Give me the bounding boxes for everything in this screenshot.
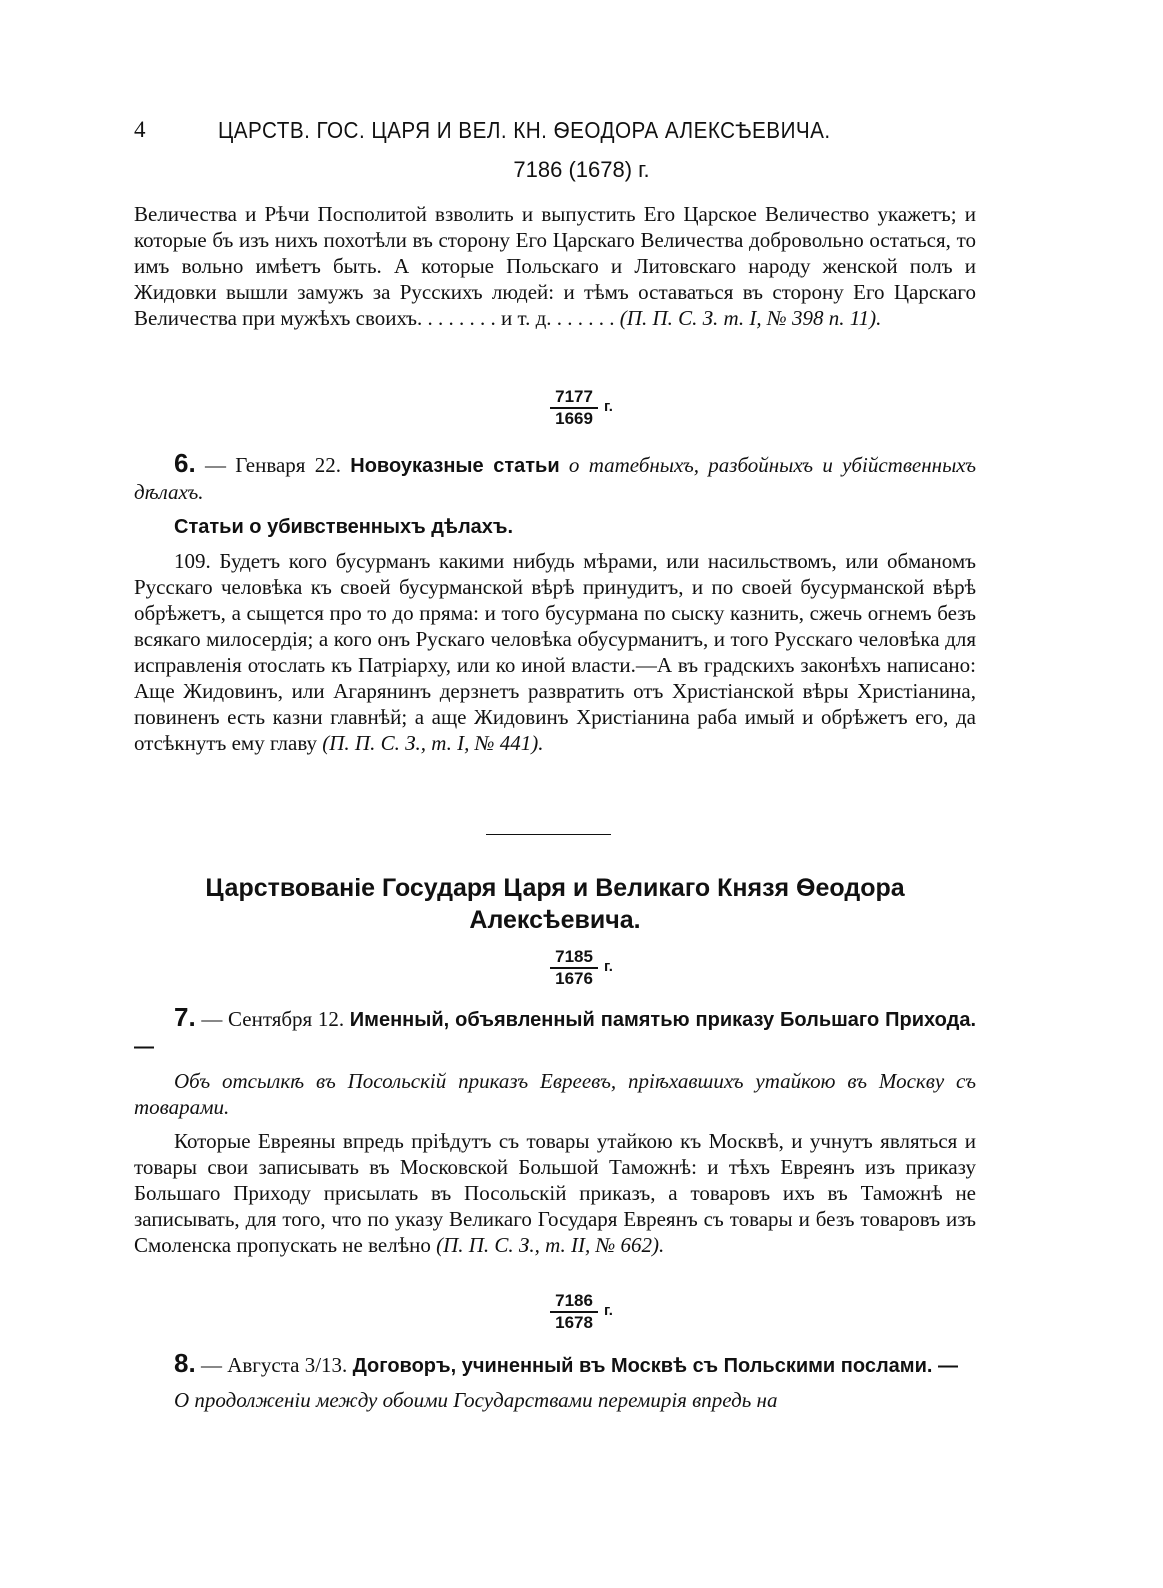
year-marker-1 bbox=[0, 388, 1163, 428]
year-fraction bbox=[550, 388, 598, 428]
entry-title: Именный, объявленный памятью приказу Большаго Прихода. — bbox=[134, 1009, 977, 1058]
entry-subheading: Статьи о убивственныхъ дѣлахъ. bbox=[174, 516, 514, 538]
continuation-paragraph bbox=[134, 201, 976, 331]
continuation-citation: (П. П. С. З. т. I, № 398 п. 11). bbox=[619, 306, 882, 330]
section-divider bbox=[486, 834, 611, 835]
entry-citation: (П. П. С. З., т. I, № 441). bbox=[322, 731, 544, 755]
entry-text: 109. Будетъ кого бусурманъ какими нибудь мѣрами, или насильствомъ, или обманомъ Русскаго человѣка къ своей бусурманской вѣрѣ принудитъ, и по своей бусурманской вѣрѣ обрѣжетъ, а сыщется про то до пряма: и того бусурмана по сыску казнить, сжечь огнемъ безъ всякаго милосердія; а кого онъ Рускаго человѣка обусурманитъ, и того Русскаго человѣка для исправленія отослать къ Патріарху, или ко иной власти.—А въ градскихъ законѣхъ написано: Аще Жидовинъ, или Агарянинъ дерзнетъ развратить отъ Христіанской вѣры Христіанина, повиненъ есть казни главнѣй; а аще Жидовинъ Христіанина раба имый и обрѣжетъ его, да отсѣкнутъ ему главу bbox=[134, 549, 976, 755]
entry-title: Новоуказные статьи bbox=[350, 455, 560, 477]
entry-7-heading bbox=[134, 1004, 976, 1060]
entry-date: — Генваря 22. bbox=[204, 453, 341, 477]
section-title: Царствованіе Государя Царя и Великаго Князя Ѳеодора Алексѣевича. bbox=[205, 874, 905, 934]
entry-subject: о татебныхъ, разбойныхъ и убійственныхъ дѣлахъ. bbox=[134, 453, 977, 504]
entry-6-heading bbox=[134, 450, 976, 505]
year-marker-3 bbox=[0, 1292, 1163, 1332]
entry-7 bbox=[134, 1004, 976, 1266]
year-suffix: г. bbox=[604, 958, 613, 975]
entry-6-body bbox=[134, 548, 976, 756]
year-suffix: г. bbox=[604, 398, 613, 415]
entry-6-subheading-line bbox=[134, 513, 976, 540]
entry-date: — Августа bbox=[200, 1353, 300, 1377]
entry-7-body bbox=[134, 1128, 976, 1258]
entry-8-heading bbox=[134, 1350, 976, 1379]
entry-date: — Сентября 12. bbox=[201, 1007, 345, 1031]
entry-number: 8. bbox=[174, 1348, 196, 1378]
entry-number: 7. bbox=[174, 1002, 196, 1032]
year-marker-2 bbox=[0, 948, 1163, 988]
page-number: 4 bbox=[134, 117, 146, 142]
running-head: ЦАРСТВ. ГОС. ЦАРЯ И ВЕЛ. КН. ѲЕОДОРА АЛЕКСѢЕВИЧА. bbox=[218, 117, 831, 143]
year-top: 7186 bbox=[555, 1291, 593, 1310]
year-fraction bbox=[550, 1292, 598, 1332]
entry-title: Договоръ, учиненный въ Москвѣ съ Польскими послами. — bbox=[352, 1355, 958, 1377]
entry-citation: (П. П. С. З., т. II, № 662). bbox=[436, 1233, 665, 1257]
entry-text: Которые Евреяны впредь пріѣдутъ съ товары утайкою къ Москвѣ, и учнутъ являться и товары свои записывать въ Московской Большой Таможнѣ: и тѣхъ Евреянъ изъ приказу Большаго Приходу присылать въ Посольскій приказъ, а товаровъ ихъ въ Таможнѣ не записывать, для того, что по указу Великаго Государя Евреянъ съ товары и безъ товаровъ изъ Смоленска пропускать не велѣно bbox=[134, 1129, 976, 1257]
year-top: 7177 bbox=[555, 387, 593, 406]
entry-6 bbox=[134, 450, 976, 764]
page-header bbox=[134, 117, 994, 151]
year-bottom: 1678 bbox=[555, 1313, 593, 1332]
year-top: 7185 bbox=[555, 947, 593, 966]
year-bottom: 1676 bbox=[555, 969, 593, 988]
entry-subject: О продолженіи между обоими Государствами перемирія впредь на bbox=[174, 1388, 778, 1412]
entry-subject: Объ отсылкѣ въ Посольскій приказъ Евреевъ, пріѣхавшихъ утайкою въ Москву съ товарами. bbox=[134, 1069, 976, 1119]
entry-8 bbox=[134, 1350, 976, 1421]
entry-date-fraction: 3/13. bbox=[304, 1353, 348, 1377]
continuation-text: Величества и Рѣчи Посполитой взволить и выпустить Его Царское Величество укажетъ; и которые бъ изъ нихъ похотѣли въ сторону Его Царскаго Величества добровольно остаться, то имъ вольно имѣетъ быть. А которые Польскаго и Литовскаго народу женской полъ и Жидовки вышли замужъ за Русскихъ людей: и тѣмъ оставаться въ сторону Его Царскаго Величества при мужѣхъ своихъ. . . . . . . . и т. д. . . . . . . bbox=[134, 202, 976, 330]
year-fraction bbox=[550, 948, 598, 988]
year-bottom: 1669 bbox=[555, 409, 593, 428]
entry-number: 6. bbox=[174, 448, 196, 478]
year-suffix: г. bbox=[604, 1302, 613, 1319]
year-subhead: 7186 (1678) г. bbox=[513, 157, 650, 182]
